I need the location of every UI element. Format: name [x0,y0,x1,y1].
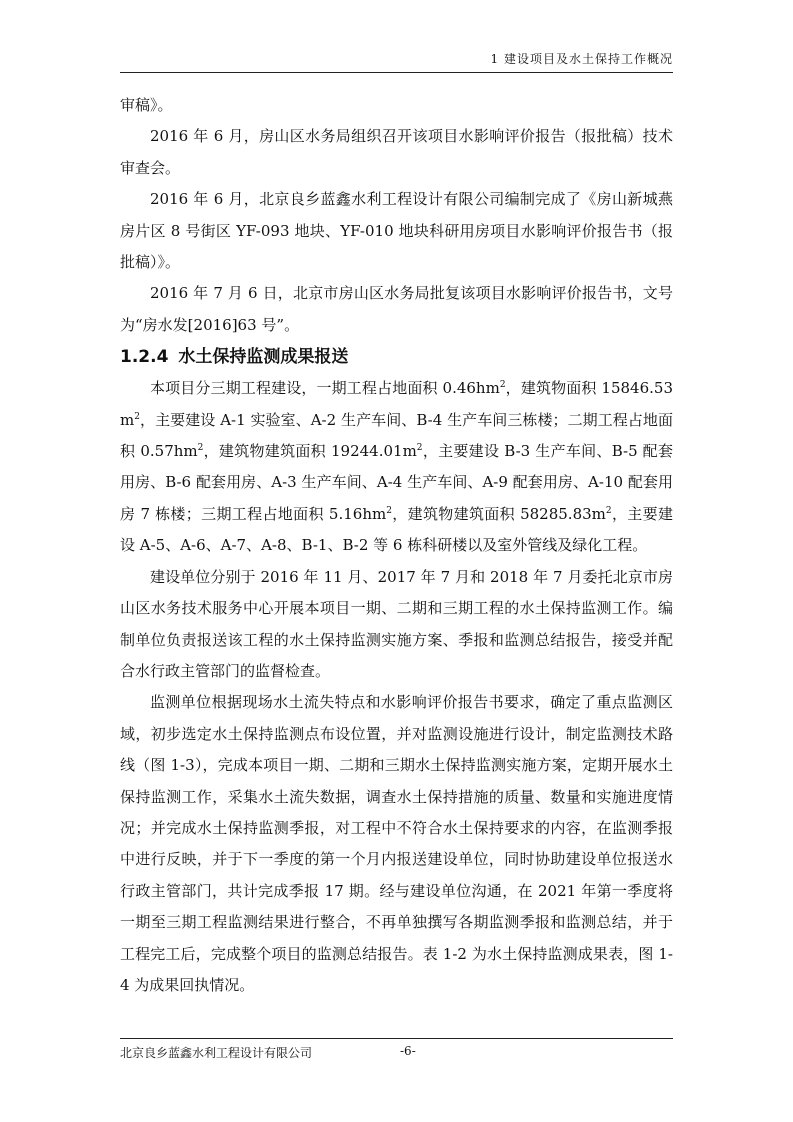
section-title: 水土保持监测成果报送 [178,347,349,368]
paragraph-project-phases: 本项目分三期工程建设，一期工程占地面积 $0.46hm^2$，建筑物面积 15846.53 $m^2$，主要建设 A-1 实验室、A-2 生产车间、B-4 生产车间三栋楼；二期工程占地面积 $0.57hm^2$，建筑物建筑面积 $19244.01m^2$，主要建设 B-3 生产车间、B-5 配套用房、B-6 配套用房、A-3 生产车间、A-4 生产车间、A-9 配套用房、A-10 配套用房 7 栋楼；三期工程占地面积 $5.16hm^2$，建筑物建筑面积 $58285.83m^2$，主要建设 A-5、A-6、A-7、A-8、B-1、B-2 等 6 栋科研楼以及室外管线及绿化工程。 [120,379,673,555]
paragraph-review-meeting: 2016 年 6 月，房山区水务局组织召开该项目水影响评价报告（报批稿）技术审查会。 [120,127,673,177]
page-number: -6- [400,1044,416,1058]
paragraph-approval: 2016 年 7 月 6 日，北京市房山区水务局批复该项目水影响评价报告书，文号为“房水发[2016]63 号”。 [120,284,673,334]
page-header [120,46,673,73]
document-body [120,90,673,1001]
footer-company: 北京良乡蓝鑫水利工程设计有限公司 [120,1046,313,1060]
paragraph-monitoring-commission: 建设单位分别于 2016 年 11 月、2017 年 7 月和 2018 年 7 月委托北京市房山区水务技术服务中心开展本项目一期、二期和三期工程的水土保持监测工作。编制单位负责报送该工程的水土保持监测实施方案、季报和监测总结报告，接受并配合水行政主管部门的监督检查。 [120,567,673,680]
running-title: 1 建设项目及水土保持工作概况 [490,52,673,66]
section-number: 1.2.4 [120,347,169,368]
section-heading [120,341,673,373]
paragraph-report-completed: 2016 年 6 月，北京良乡蓝鑫水利工程设计有限公司编制完成了《房山新城燕房片区 8 号街区 YF-093 地块、YF-010 地块科研用房项目水影响评价报告书（报批稿）》。 [120,190,673,272]
paragraph-monitoring-work: 监测单位根据现场水土流失特点和水影响评价报告书要求，确定了重点监测区域，初步选定水土保持监测点布设位置，并对监测设施进行设计，制定监测技术路线（图 1-3），完成本项目一期、二期和三期水土保持监测实施方案，定期开展水土保持监测工作，采集水土流失数据，调查水土保持措施的质量、数量和实施进度情况；并完成水土保持监测季报，对工程中不符合水土保持要求的内容，在监测季报中进行反映，并于下一季度的第一个月内报送建设单位，同时协助建设单位报送水行政主管部门，共计完成季报 17 期。经与建设单位沟通，在 2021 年第一季度将一期至三期工程监测结果进行整合，不再单独撰写各期监测季报和监测总结，并于工程完工后，完成整个项目的监测总结报告。表 1-2 为水土保持监测成果表，图 1-4 为成果回执情况。 [120,693,673,994]
paragraph-continuation: 审稿》。 [120,96,173,114]
page-footer [120,1038,673,1060]
